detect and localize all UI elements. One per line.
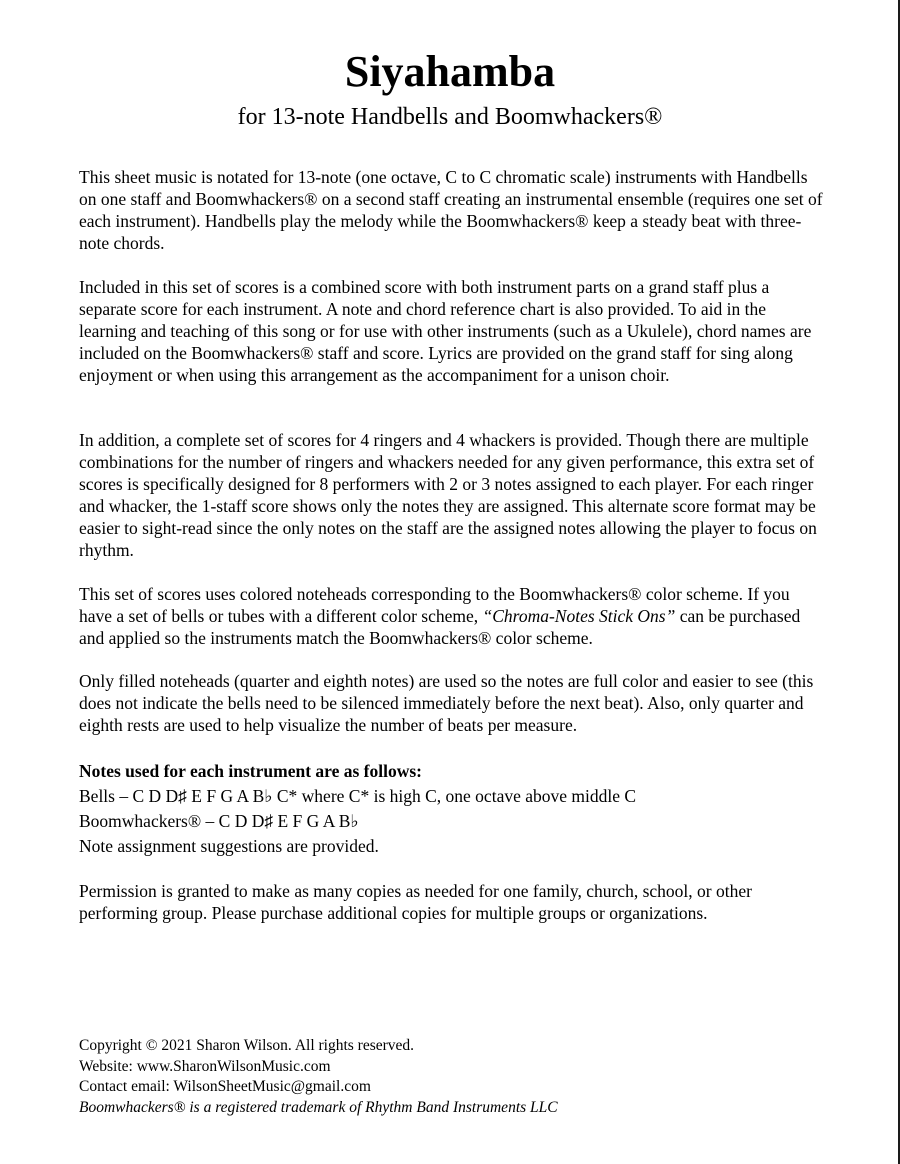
boomwhackers-notes: Boomwhackers® – C D D♯ E F G A B♭: [79, 811, 359, 831]
color-scheme-paragraph: [79, 583, 824, 649]
color-scheme-text-start: This set of scores uses colored noteheads corresponding to the Boomwhackers® color scheme. If you have a set of bells or tubes with a different color scheme,: [79, 584, 790, 626]
included-paragraph: Included in this set of scores is a combined score with both instrument parts on a grand staff plus a separate score for each instrument. A note and chord reference chart is also provided. To aid in the learning and teaching of this song or for use with other instruments (such as a Ukulele), chord names are included on the Boomwhackers® staff and score. Lyrics are provided on the grand staff for sing along enjoyment or when using this arrangement as the accompaniment for a unison choir.: [79, 277, 812, 385]
intro-paragraph: This sheet music is notated for 13-note (one octave, C to C chromatic scale) instruments with Handbells on one staff and Boomwhackers® on a second staff creating an instrumental ensemble (requires one set of each instrument). Handbells play the melody while the Boomwhackers® keep a steady beat with three-note chords.: [79, 167, 823, 253]
chroma-notes-product-name: “Chroma-Notes Stick Ons”: [482, 606, 676, 626]
page-subtitle: for 13-note Handbells and Boomwhackers®: [237, 104, 663, 130]
website-line: Website: www.SharonWilsonMusic.com: [79, 1057, 331, 1075]
page-title: Siyahamba: [344, 47, 556, 96]
color-scheme-text-end: can be purchased and applied so the instruments match the Boomwhackers® color scheme.: [79, 606, 801, 648]
contact-line: Contact email: WilsonSheetMusic@gmail.com: [79, 1078, 371, 1095]
trademark-line: Boomwhackers® is a registered trademark of Rhythm Band Instruments LLC: [79, 1098, 558, 1116]
note-assignment-note: Note assignment suggestions are provided.: [79, 836, 379, 856]
bells-notes: Bells – C D D♯ E F G A B♭ C* where C* is high C, one octave above middle C: [79, 786, 637, 806]
notes-heading: Notes used for each instrument are as follows:: [79, 761, 423, 781]
addition-paragraph: In addition, a complete set of scores for 4 ringers and 4 whackers is provided. Though there are multiple combinations for the number of ringers and whackers needed for any given performance, this extra set of scores is specifically designed for 8 performers with 2 or 3 notes assigned to each player. For each ringer and whacker, the 1-staff score shows only the notes they are assigned. This alternate score format may be easier to sight-read since the only notes on the staff are the assigned notes allowing the player to focus on rhythm.: [79, 430, 817, 560]
footer: [79, 1036, 824, 1118]
permission-paragraph: Permission is granted to make as many copies as needed for one family, church, school, or other performing group. Please purchase additional copies for multiple groups or organizations.: [79, 881, 752, 923]
notes-section: [79, 759, 824, 859]
filled-noteheads-paragraph: Only filled noteheads (quarter and eighth notes) are used so the notes are full color and easier to see (this does not indicate the bells need to be silenced immediately before the next beat). Also, only quarter and eighth rests are used to help visualize the number of beats per measure.: [79, 671, 814, 735]
copyright-line: Copyright © 2021 Sharon Wilson. All rights reserved.: [79, 1037, 415, 1054]
